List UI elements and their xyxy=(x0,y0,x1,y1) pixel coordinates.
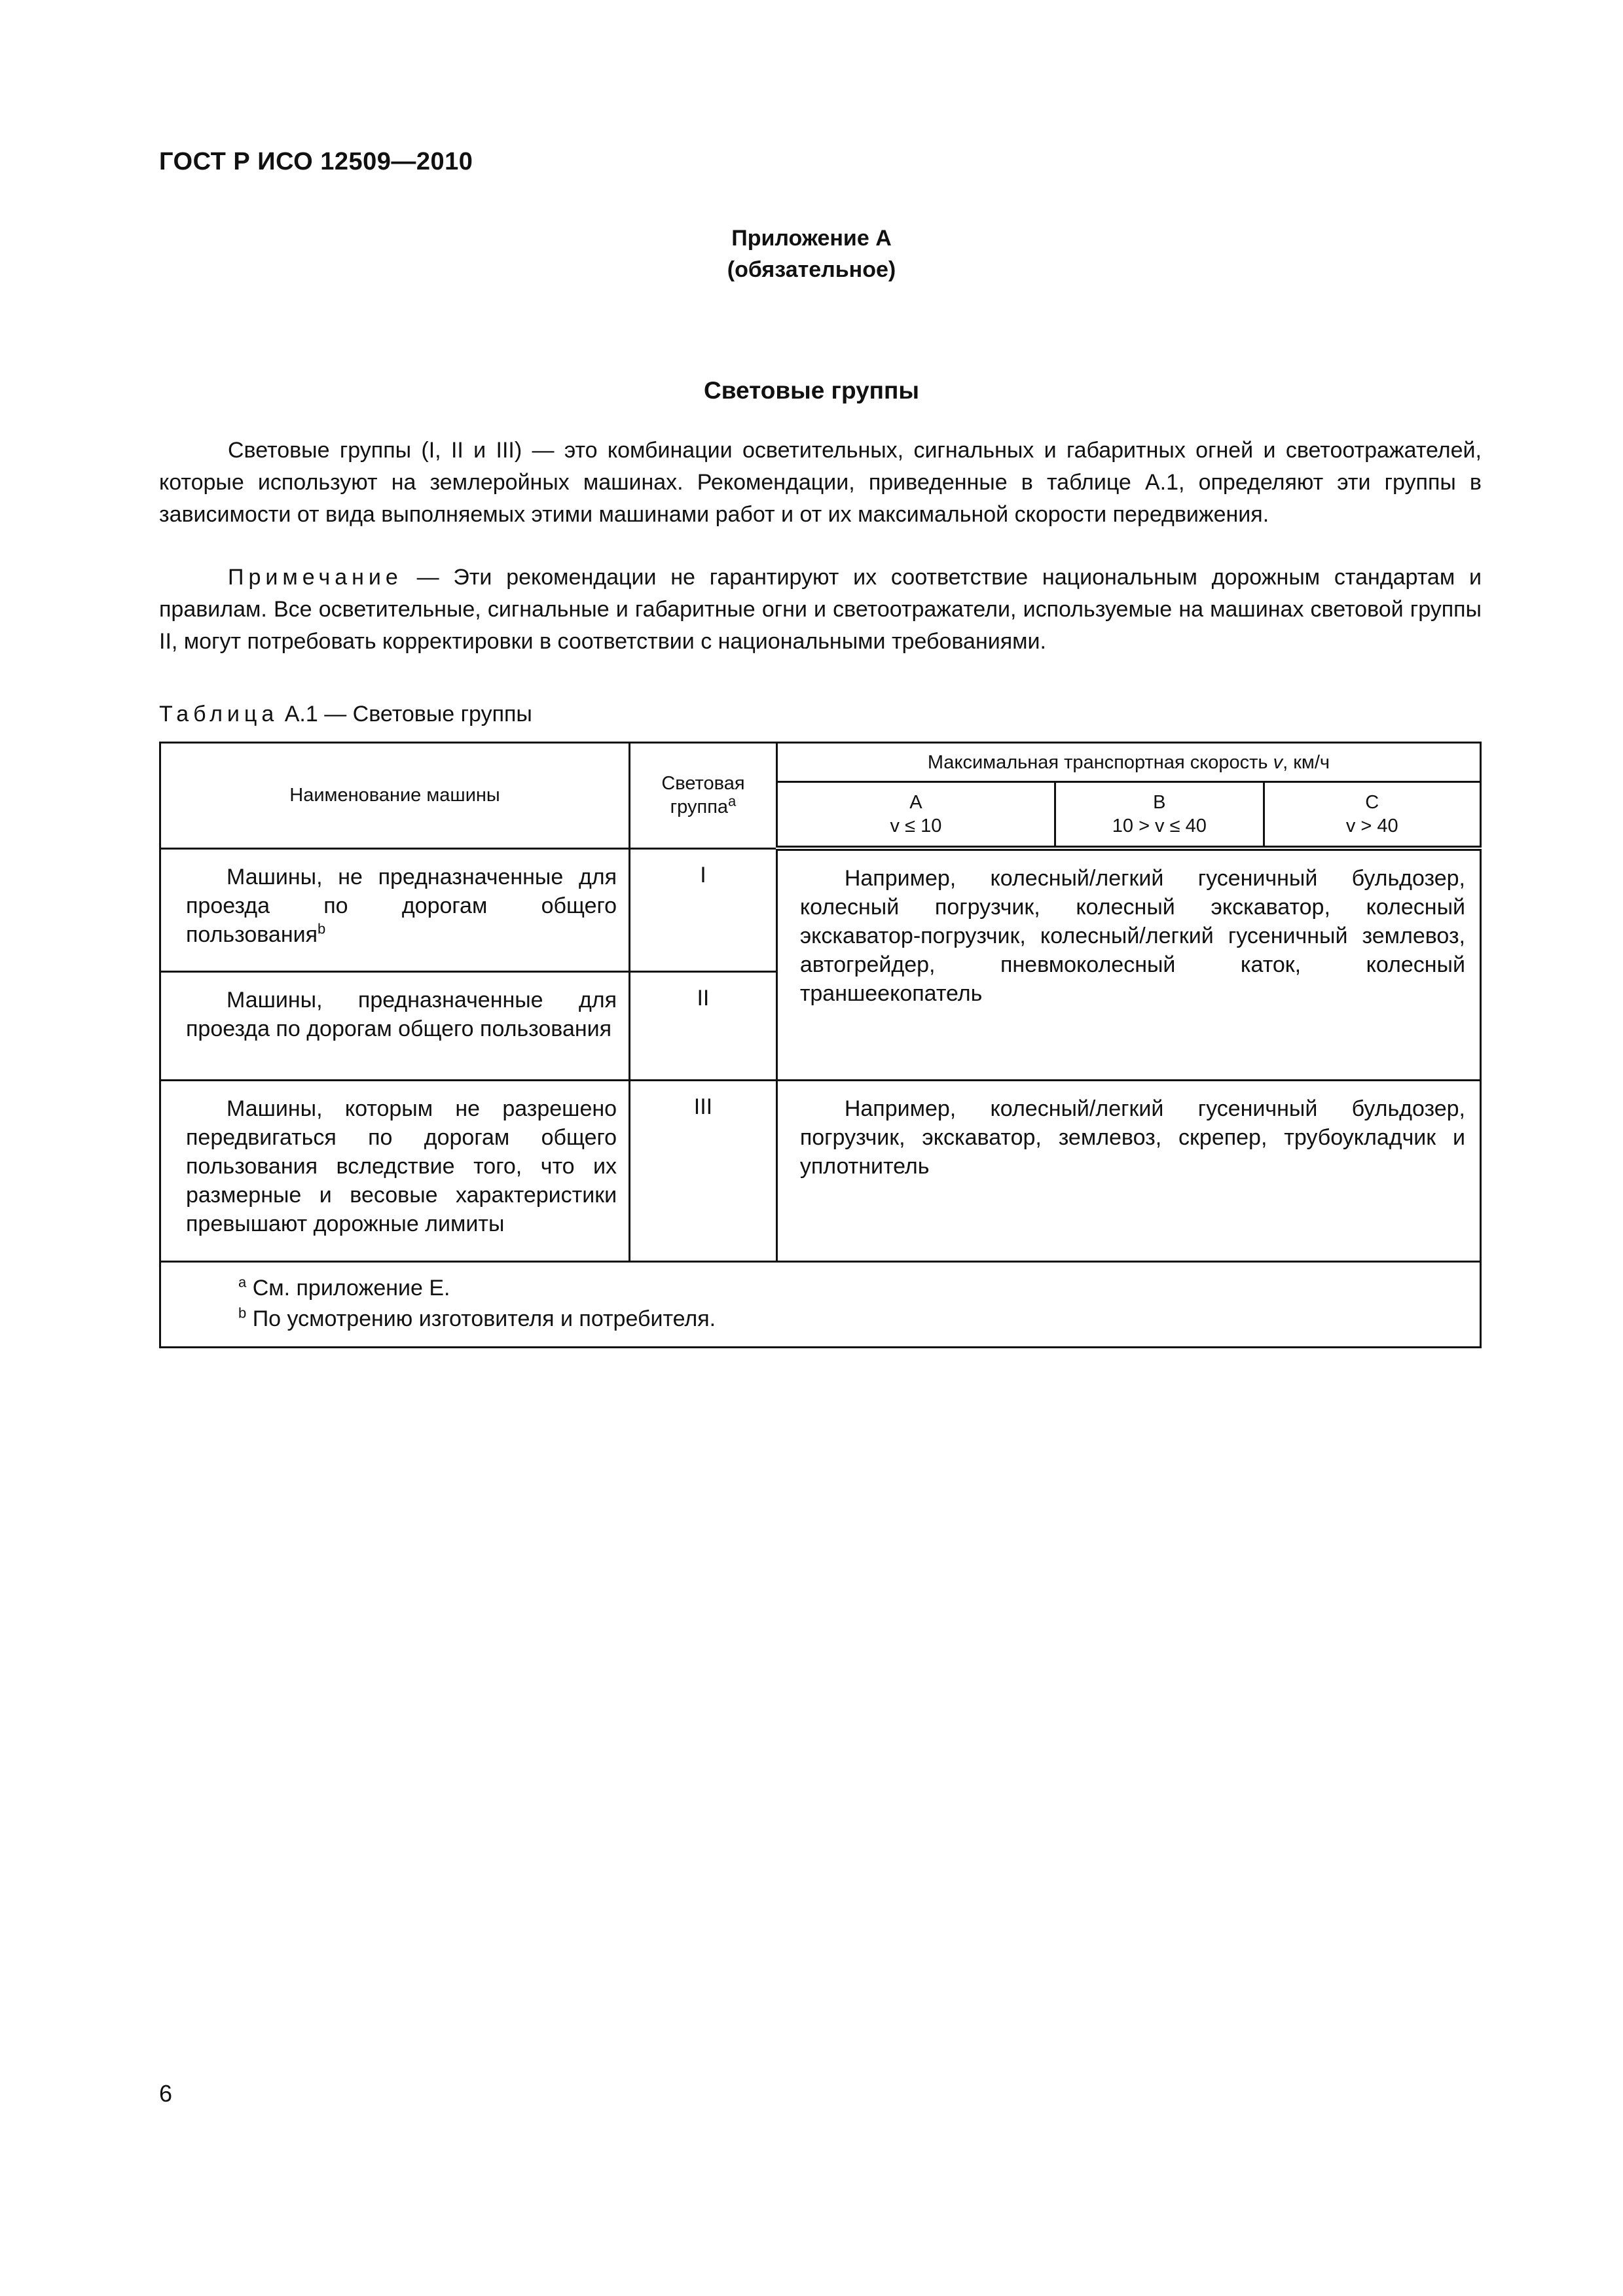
header-group-text: Световая группа xyxy=(661,773,745,818)
note-mark: b xyxy=(238,1304,247,1321)
header-speed-a xyxy=(776,782,1055,849)
examples-cell: Например, колесный/легкий гусеничный бульдозер, погрузчик, экскаватор, землевоз, скрепер, трубоукладчик и уплотнитель xyxy=(776,1080,1480,1261)
table-notes-row xyxy=(160,1261,1481,1347)
table-caption xyxy=(159,702,532,727)
table-header-row xyxy=(160,743,1481,782)
intro-paragraph: Световые группы (I, II и III) — это комбинации осветительных, сигнальных и габаритных огней и светоотражателей, которые используют на землеройных машинах. Рекомендации, приведенные в таблице А.1, определяют эти группы в зависимости от вида выполняемых этими машинами работ и от их максимальной скорости передвижения. xyxy=(159,438,1482,527)
machine-name-cell xyxy=(160,848,630,971)
annex-title: Приложение А xyxy=(731,226,892,251)
annex-status: (обязательное) xyxy=(727,257,896,282)
header-max-speed-unit: , км/ч xyxy=(1283,751,1330,773)
document-header: ГОСТ Р ИСО 12509—2010 xyxy=(159,148,473,175)
header-speed-c xyxy=(1264,782,1480,849)
header-max-speed-prefix: Максимальная транспортная скорость xyxy=(927,751,1273,773)
examples-cell: Например, колесный/легкий гусеничный бульдозер, колесный погрузчик, колесный экскаватор, колесный экскаватор-погрузчик, колесный/легкий гусеничный землевоз, автогрейдер, пневмоколесный каток, колесный траншеекопатель xyxy=(776,848,1480,1080)
header-group-sup: a xyxy=(728,793,737,810)
group-cell: II xyxy=(630,971,777,1080)
machine-name-cell: Машины, предназначенные для проезда по дорогам общего пользования xyxy=(160,971,630,1080)
table-row xyxy=(160,1080,1481,1261)
speed-b-label: В xyxy=(1153,792,1166,813)
section-title: Световые группы xyxy=(704,377,919,404)
speed-a-range: v ≤ 10 xyxy=(890,816,942,836)
note-paragraph xyxy=(159,562,1482,658)
header-speed-b xyxy=(1055,782,1264,849)
header-max-speed-var: v xyxy=(1273,751,1283,773)
note-text: По усмотрению изготовителя и потребителя. xyxy=(246,1306,716,1331)
header-machine-name: Наименование машины xyxy=(160,743,630,849)
table-caption-text: А.1 — Световые группы xyxy=(278,702,532,726)
machine-name-text: Машины, не предназначенные для проезда по дорогам общего пользования xyxy=(186,864,617,947)
speed-c-label: С xyxy=(1365,792,1379,813)
page-number: 6 xyxy=(159,2080,173,2107)
table-caption-label: Таблица xyxy=(159,702,279,726)
note-mark: a xyxy=(238,1274,247,1291)
speed-a-label: А xyxy=(909,792,922,813)
table-notes xyxy=(160,1261,1481,1347)
speed-b-range: 10 > v ≤ 40 xyxy=(1112,816,1207,836)
speed-c-range: v > 40 xyxy=(1345,816,1398,836)
lighting-groups-table xyxy=(159,742,1482,1348)
group-cell: III xyxy=(630,1080,777,1261)
note-text: — Эти рекомендации не гарантируют их соответствие национальным дорожным стандартам и правилам. Все осветительные, сигнальные и габаритные огни и светоотражатели, используемые на машинах световой группы II, могут потребовать корректировки в соответствии с национальными требованиями. xyxy=(159,565,1482,654)
table-note xyxy=(238,1273,1467,1304)
note-text: См. приложение Е. xyxy=(246,1275,450,1300)
header-max-speed xyxy=(776,743,1480,782)
note-label: Примечание xyxy=(228,565,403,590)
machine-name-cell: Машины, которым не разрешено передвигаться по дорогам общего пользования вследствие того, что их размерные и весовые характеристики превышают дорожные лимиты xyxy=(160,1080,630,1261)
table-note xyxy=(238,1304,1467,1335)
group-cell: I xyxy=(630,848,777,971)
table-row xyxy=(160,848,1481,971)
header-lighting-group xyxy=(630,743,777,849)
machine-name-sup: b xyxy=(318,920,326,937)
